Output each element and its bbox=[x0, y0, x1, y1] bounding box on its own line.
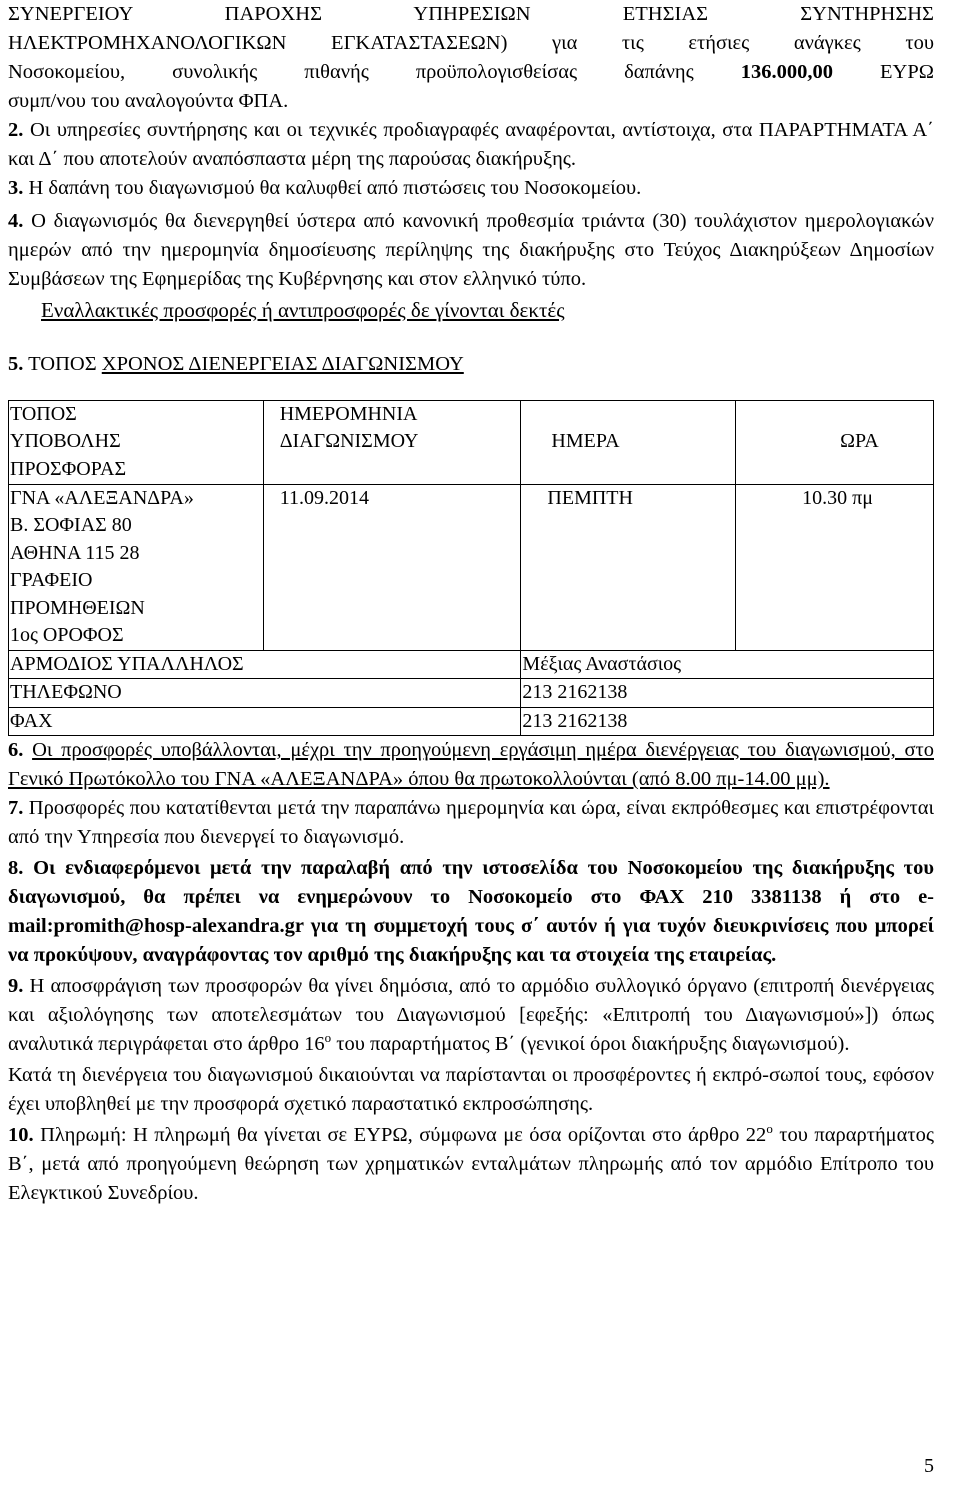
superscript: ο bbox=[324, 1030, 332, 1046]
item-text: Προσφορές που κατατίθενται μετά την παραπάνω ημερομηνία και ώρα, είναι εκπρόθεσμες και επιστρέφονται από την Υπηρεσία που διενεργεί το διαγωνισμό. bbox=[8, 797, 934, 848]
place-line: ΓΡΑΦΕΙΟ bbox=[10, 569, 93, 591]
official-value: Μέξιας Αναστάσιος bbox=[521, 650, 934, 679]
item-10 bbox=[8, 1121, 934, 1208]
item-number: 2. bbox=[8, 119, 24, 141]
alternative-offers-note: Εναλλακτικές προσφορές ή αντιπροσφορές δε γίνονται δεκτές bbox=[41, 298, 565, 322]
currency: ΕΥΡΩ bbox=[833, 61, 934, 83]
item-text: του παραρτήματος Β΄, μετά από προηγούμενη θεώρηση των χρηματικών ενταλμάτων πληρωμής από τον αρμόδιο Επίτροπο του Ελεγκτικού Συνεδρίου. bbox=[8, 1124, 934, 1204]
place-line: Β. ΣΟΦΙΑΣ 80 bbox=[10, 514, 132, 536]
place-line: 1ος ΟΡΟΦΟΣ bbox=[10, 624, 124, 646]
item-text: Οι προσφορές υποβάλλονται, μέχρι την προηγούμενη εργάσιμη ημέρα διενέργειας του διαγωνισμού, στο Γενικό Πρωτόκολλο του ΓΝΑ «ΑΛΕΞΑΝΔΡΑ» όπου θα πρωτοκολλούνται (από 8.00 πμ-14.00 μμ). bbox=[8, 739, 934, 790]
fax-label: ΦΑΧ bbox=[9, 707, 521, 736]
item-text: Οι υπηρεσίες συντήρησης και οι τεχνικές προδιαγραφές αναφέρονται, αντίστοιχα, στα ΠΑΡΑΡΤΗΜΑΤΑ Α΄ και Δ΄ που αποτελούν αναπόσπαστα μέρη της παρούσας διακήρυξης. bbox=[8, 119, 935, 170]
page-number: 5 bbox=[924, 1455, 934, 1477]
header-text: ΔΙΑΓΩΝΙΣΜΟΥ bbox=[279, 430, 419, 452]
section-number: 5. bbox=[8, 353, 24, 375]
item-7 bbox=[8, 794, 934, 852]
item-4 bbox=[8, 207, 934, 294]
place-line: ΓΝΑ «ΑΛΕΞΑΝΔΡΑ» bbox=[10, 486, 194, 509]
section-5-heading bbox=[8, 350, 934, 379]
table-header-row bbox=[9, 400, 934, 484]
intro-line-4: συμπ/νου του αναλογούντα ΦΠΑ. bbox=[8, 90, 289, 112]
time-cell bbox=[736, 484, 934, 650]
representatives-paragraph: Κατά τη διενέργεια του διαγωνισμού δικαιούνται να παρίστανται οι προσφέροντες ή εκπρό-σωποί τους, εφόσον έχει υποβληθεί με την προσφορά σχετικό παραστατικό εκπροσώπησης. bbox=[8, 1064, 934, 1115]
section-title-prefix: ΤΟΠΟΣ bbox=[28, 353, 102, 375]
item-text: Η αποσφράγιση των προσφορών θα γίνει δημόσια, από το αρμόδιο συλλογικό όργανο (επιτροπή διενέργειας και αξιολόγησης των αποτελεσμάτων του Διαγωνισμού [εφεξής: «Επιτροπή του Διαγωνισμού»]) όπως αναλυτικά περιγράφεται στο άρθρο 16 bbox=[8, 975, 934, 1055]
table-row bbox=[9, 484, 934, 650]
budget-amount: 136.000,00 bbox=[740, 61, 833, 83]
item-number: 4. bbox=[8, 210, 24, 232]
item-6 bbox=[8, 736, 934, 794]
intro-text: Νοσοκομείου, συνολικής πιθανής προϋπολογισθείσας δαπάνης bbox=[8, 61, 741, 83]
table-row bbox=[9, 679, 934, 708]
intro-line-2: ΗΛΕΚΤΡΟΜΗΧΑΝΟΛΟΓΙΚΩΝ ΕΓΚΑΤΑΣΤΑΣΕΩΝ) για τις ετήσιες ανάγκες του bbox=[8, 32, 934, 54]
item-9 bbox=[8, 972, 934, 1059]
tender-info-table bbox=[8, 400, 934, 737]
header-place bbox=[9, 400, 264, 484]
place-line: ΠΡΟΜΗΘΕΙΩΝ bbox=[10, 596, 145, 619]
date-value: 11.09.2014 bbox=[279, 486, 369, 509]
superscript: ο bbox=[766, 1121, 773, 1137]
header-text: ΗΜΕΡΟΜΗΝΙΑ bbox=[279, 402, 418, 425]
header-text: ΩΡΑ bbox=[840, 429, 879, 452]
place-cell bbox=[9, 484, 264, 650]
header-date bbox=[263, 400, 521, 484]
item-text: Οι ενδιαφερόμενοι μετά την παραλαβή από την ιστοσελίδα του Νοσοκομείου της διακήρυξης του διαγωνισμού, θα πρέπει να ενημερώνουν το Νοσοκομείο στο ΦΑΧ 210 3381138 ή στο e-mail:promith@hosp-alexandra.gr για τη συμμετοχή τους σ΄ αυτόν ή για τυχόν διευκρινίσεις που μπορεί να προκύψουν, αναγράφοντας τον αριθμό της διακήρυξης και τα στοιχεία της εταιρείας. bbox=[8, 857, 935, 966]
header-text: ΥΠΟΒΟΛΗΣ bbox=[10, 430, 121, 452]
official-label: ΑΡΜΟΔΙΟΣ ΥΠΑΛΛΗΛΟΣ bbox=[9, 650, 521, 679]
header-text: ΤΟΠΟΣ bbox=[10, 402, 77, 425]
date-cell bbox=[263, 484, 521, 650]
item-text: Ο διαγωνισμός θα διενεργηθεί ύστερα από κανονική προθεσμία τριάντα (30) τουλάχιστον ημερολογιακών ημερών από την ημερομηνία δημοσίευσης περίληψης της διακήρυξης στο Τεύχος Διακηρύξεων Δημοσίων Συμβάσεων της Εφημερίδας της Κυβέρνησης και στον ελληνικό τύπο. bbox=[8, 210, 934, 290]
item-number: 8. bbox=[8, 857, 24, 879]
day-cell bbox=[521, 484, 736, 650]
header-time bbox=[736, 400, 934, 484]
item-number: 6. bbox=[8, 739, 24, 761]
item-number: 3. bbox=[8, 177, 24, 199]
table-row bbox=[9, 707, 934, 736]
phone-value: 213 2162138 bbox=[521, 679, 934, 708]
time-value: 10.30 πμ bbox=[802, 486, 873, 509]
intro-line-3 bbox=[8, 58, 934, 87]
header-text: ΠΡΟΣΦΟΡΑΣ bbox=[10, 457, 127, 480]
item-text: Πληρωμή: Η πληρωμή θα γίνεται σε ΕΥΡΩ, σύμφωνα με όσα ορίζονται στο άρθρο 22 bbox=[40, 1124, 767, 1146]
day-value: ΠΕΜΠΤΗ bbox=[547, 486, 633, 509]
item-number: 9. bbox=[8, 975, 24, 997]
place-line: ΑΘΗΝΑ 115 28 bbox=[10, 541, 140, 564]
fax-value: 213 2162138 bbox=[521, 707, 934, 736]
intro-line-1: ΣΥΝΕΡΓΕΙΟΥ ΠΑΡΟΧΗΣ ΥΠΗΡΕΣΙΩΝ ΕΤΗΣΙΑΣ ΣΥΝΤΗΡΗΣΗΣ bbox=[8, 3, 934, 25]
header-day bbox=[521, 400, 736, 484]
item-8 bbox=[8, 854, 934, 970]
phone-label: ΤΗΛΕΦΩΝΟ bbox=[9, 679, 521, 708]
item-text: του παραρτήματος Β΄ (γενικοί όροι διακήρυξης διαγωνισμού). bbox=[331, 1033, 850, 1055]
item-3 bbox=[8, 174, 934, 203]
section-title: ΧΡΟΝΟΣ ΔΙΕΝΕΡΓΕΙΑΣ ΔΙΑΓΩΝΙΣΜΟΥ bbox=[101, 353, 464, 375]
header-text: ΗΜΕΡΑ bbox=[551, 429, 620, 452]
item-number: 7. bbox=[8, 797, 24, 819]
document-page bbox=[8, 0, 934, 1208]
item-2 bbox=[8, 116, 934, 174]
table-row bbox=[9, 650, 934, 679]
item-text: Η δαπάνη του διαγωνισμού θα καλυφθεί από πιστώσεις του Νοσοκομείου. bbox=[28, 177, 642, 199]
item-number: 10. bbox=[8, 1124, 34, 1146]
